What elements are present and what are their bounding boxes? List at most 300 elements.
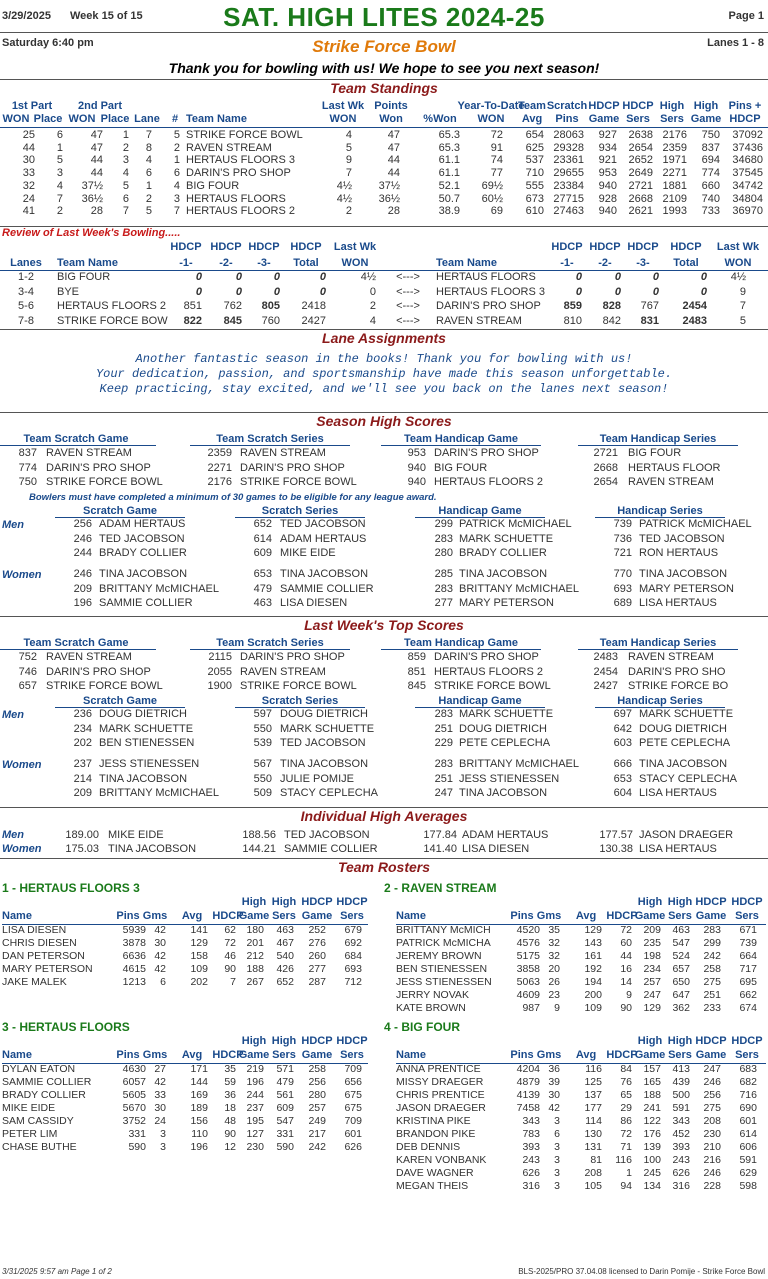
roster-player-name: KRISTINA PIKE [396, 1115, 471, 1127]
roster-cell: 343 [672, 1115, 690, 1127]
roster-cell: 256 [703, 1089, 721, 1101]
roster-cell: 100 [643, 1154, 661, 1166]
team-score-head: Team Handicap Series [578, 637, 738, 650]
review-cell: 810 [563, 314, 582, 327]
roster-cell: 33 [154, 1089, 166, 1101]
team-score-value: 851 [407, 665, 426, 678]
roster-cell: 316 [672, 1180, 690, 1192]
review-team-name: HERTAUS FLOORS 2 [57, 300, 167, 312]
roster-cell: 652 [276, 976, 294, 988]
roster-head: Name [396, 1049, 426, 1061]
roster-cell: 256 [308, 1076, 326, 1088]
roster-cell: 194 [584, 976, 602, 988]
average-value: 144.21 [242, 843, 276, 855]
standings-cell: 537 [525, 154, 544, 167]
review-cell: 2483 [682, 314, 707, 327]
roster-head: Gms [142, 910, 168, 922]
standings-cell: 69½ [481, 179, 503, 192]
individual-name: DOUG DIETRICH [99, 708, 187, 720]
roster-cell: 251 [703, 989, 721, 1001]
average-name: ADAM HERTAUS [462, 829, 549, 841]
roster-cell: 662 [739, 989, 757, 1001]
roster-cell: 683 [739, 1063, 757, 1075]
team-score-value: 752 [18, 651, 37, 663]
standings-head: WON [2, 113, 30, 125]
roster-cell: 664 [739, 950, 757, 962]
roster-cell: 30 [154, 937, 166, 949]
standings-cell: 34742 [732, 179, 763, 192]
roster-cell: 122 [643, 1115, 661, 1127]
season-high-section [0, 433, 768, 613]
review-cell: 4½ [730, 271, 746, 283]
standings-cell: 7 [56, 192, 63, 205]
roster-cell: 42 [548, 1102, 560, 1114]
standings-head: Avg [521, 113, 543, 125]
review-head: -3- [257, 257, 271, 269]
roster-cell: 32 [548, 937, 560, 949]
standings-cell: 2 [56, 205, 63, 218]
team-score-value: 2055 [207, 665, 232, 678]
women-label: Women [2, 759, 42, 771]
roster-cell: 3 [554, 1167, 560, 1179]
individual-score: 299 [434, 518, 453, 530]
team-score-value: 750 [18, 476, 37, 488]
women-label: Women [2, 569, 42, 581]
standings-cell: 3 [173, 192, 180, 205]
standings-cell: 32 [22, 179, 35, 192]
roster-cell: 283 [703, 924, 721, 936]
standings-cell: 72 [490, 129, 503, 141]
standings-cell: 4½ [336, 192, 352, 205]
roster-cell: 90 [224, 963, 236, 975]
standings-cell: 2359 [662, 141, 687, 154]
individual-score: 653 [613, 772, 632, 785]
roster-player-name: PATRICK McMICHA [396, 937, 491, 949]
standings-cell: 5 [145, 205, 152, 218]
roster-head-top: High [637, 1035, 663, 1047]
roster-cell: 109 [190, 963, 208, 975]
page-number: Page 1 [728, 10, 764, 22]
roster-cell: 196 [190, 1141, 208, 1153]
average-value: 175.03 [65, 843, 99, 855]
roster-head-top: High [667, 1035, 693, 1047]
roster-cell: 246 [703, 1167, 721, 1179]
roster-cell: 137 [584, 1089, 602, 1101]
individual-head: Scratch Game [55, 695, 185, 708]
roster-cell: 212 [246, 950, 264, 962]
team-score-value: 940 [407, 476, 426, 488]
team-score-name: RAVEN STREAM [46, 651, 132, 663]
average-value: 130.38 [599, 843, 633, 855]
roster-cell: 72 [224, 937, 236, 949]
roster-cell: 4630 [122, 1063, 146, 1075]
roster-cell: 987 [522, 1002, 540, 1014]
team-score-value: 859 [407, 651, 426, 663]
roster-player-name: JEREMY BROWN [396, 950, 482, 962]
roster-cell: 626 [672, 1167, 690, 1179]
standings-head-top: Year-To-Date [457, 100, 525, 112]
individual-name: LISA DIESEN [280, 597, 348, 609]
individual-score: 283 [434, 532, 453, 545]
standings-cell: 34680 [732, 154, 763, 167]
standings-cell: 24 [22, 192, 35, 205]
roster-cell: 258 [308, 1063, 326, 1075]
roster-head: Avg [181, 1049, 203, 1061]
review-cell: 7-8 [18, 314, 34, 327]
individual-score: 229 [434, 737, 453, 749]
roster-cell: 217 [308, 1128, 326, 1140]
eligibility-note: Bowlers must have completed a minimum of 30 games to be eligible for any league award. [29, 492, 437, 503]
men-label: Men [2, 519, 24, 531]
individual-head: Scratch Series [235, 505, 365, 518]
roster-cell: 24 [154, 1115, 166, 1127]
standings-head: Team Name [186, 113, 247, 125]
review-head-top: HDCP [551, 241, 583, 253]
roster-head-top: HDCP [731, 896, 763, 908]
roster-cell: 156 [190, 1115, 208, 1127]
standings-title: Team Standings [330, 80, 438, 96]
roster-cell: 157 [643, 1063, 661, 1075]
review-head: -2- [598, 257, 612, 269]
roster-cell: 46 [224, 950, 236, 962]
roster-cell: 188 [643, 1089, 661, 1101]
individual-name: PETE CEPLECHA [459, 737, 551, 749]
individual-name: JESS STIENESSEN [459, 772, 560, 785]
roster-cell: 144 [190, 1076, 208, 1088]
roster-cell: 500 [672, 1089, 690, 1101]
standings-head: WON [477, 113, 505, 125]
individual-name: MIKE EIDE [280, 547, 336, 559]
review-team-name: RAVEN STREAM [436, 314, 522, 327]
roster-cell: 116 [585, 1063, 602, 1075]
roster-player-name: JERRY NOVAK [396, 989, 469, 1001]
standings-cell: 52.1 [438, 179, 460, 192]
review-cell: <---> [396, 300, 420, 312]
review-head: Team Name [436, 257, 497, 269]
roster-player-name: JAKE MALEK [2, 976, 67, 988]
individual-name: DOUG DIETRICH [639, 722, 727, 735]
report-date: 3/29/2025 [2, 10, 51, 22]
standings-cell: 2621 [628, 205, 653, 218]
individual-score: 697 [613, 708, 632, 720]
average-name: SAMMIE COLLIER [284, 843, 378, 855]
roster-cell: 614 [739, 1128, 757, 1140]
review-cell: 0 [195, 285, 202, 298]
standings-cell: 5 [56, 154, 63, 167]
individual-score: 721 [613, 547, 632, 559]
standings-cell: 774 [701, 167, 720, 180]
standings-cell: 928 [598, 192, 617, 205]
standings-cell: 91 [490, 141, 503, 154]
review-cell: 0 [614, 285, 621, 298]
roster-cell: 684 [344, 950, 362, 962]
roster-cell: 23 [548, 989, 560, 1001]
individual-name: PATRICK McMICHAEL [639, 518, 752, 530]
standings-cell: 934 [598, 141, 617, 154]
standings-cell: 1 [122, 129, 129, 141]
standings-cell: 47 [387, 141, 400, 154]
standings-cell: 47 [387, 129, 400, 141]
standings-team-name: HERTAUS FLOORS 2 [186, 205, 296, 218]
standings-head: Lane [134, 113, 160, 125]
standings-cell: 37545 [732, 167, 763, 180]
roster-cell: 524 [672, 950, 690, 962]
roster-cell: 692 [344, 937, 362, 949]
team-score-name: RAVEN STREAM [628, 476, 714, 488]
roster-cell: 44 [620, 950, 632, 962]
roster-cell: 626 [344, 1141, 362, 1153]
roster-cell: 650 [672, 976, 690, 988]
individual-head: Handicap Game [415, 505, 545, 518]
roster-head: Pins [510, 910, 534, 922]
roster-cell: 195 [246, 1115, 264, 1127]
roster-cell: 72 [620, 924, 632, 936]
roster-cell: 208 [703, 1115, 721, 1127]
team-score-name: HERTAUS FLOORS 2 [434, 665, 544, 678]
standings-cell: 27463 [553, 205, 584, 218]
review-cell: 4 [369, 314, 376, 327]
standings-head: Place [100, 113, 130, 125]
individual-score: 246 [73, 568, 92, 580]
standings-cell: 44 [387, 167, 400, 180]
review-head-top: HDCP [210, 241, 242, 253]
standings-cell: 61.1 [438, 167, 460, 180]
individual-score: 550 [253, 772, 272, 785]
roster-cell: 675 [344, 1102, 362, 1114]
individual-name: TINA JACOBSON [280, 758, 369, 770]
roster-head: HDCP [606, 1049, 638, 1061]
roster-cell: 571 [276, 1063, 294, 1075]
lanes-range: Lanes 1 - 8 [707, 37, 764, 49]
team-score-name: DARIN'S PRO SHOP [240, 651, 345, 663]
roster-head-top: HDCP [731, 1035, 763, 1047]
standings-head-top: High [693, 100, 719, 112]
individual-name: LISA HERTAUS [639, 787, 717, 799]
standings-cell: 65.3 [438, 141, 460, 154]
standings-cell: 6 [173, 167, 180, 180]
standings-cell: 4 [122, 167, 129, 180]
review-cell: 2454 [682, 300, 707, 312]
roster-head: Sers [340, 1049, 364, 1061]
standings-head-top: 2nd Part [77, 100, 122, 112]
review-cell: 0 [273, 271, 280, 283]
roster-cell: 717 [739, 963, 757, 975]
team-score-name: DARIN'S PRO SHOP [46, 461, 151, 474]
individual-score: 214 [73, 772, 92, 785]
standings-cell: 1971 [662, 154, 687, 167]
roster-cell: 463 [276, 924, 294, 936]
roster-head: Sers [340, 910, 364, 922]
roster-cell: 60 [620, 937, 632, 949]
roster-cell: 3752 [122, 1115, 146, 1127]
standings-cell: 750 [701, 129, 720, 141]
roster-cell: 4609 [516, 989, 540, 1001]
roster-cell: 161 [584, 950, 602, 962]
roster-cell: 267 [246, 976, 264, 988]
individual-name: BEN STIENESSEN [99, 737, 195, 749]
standings-cell: 654 [525, 129, 544, 141]
average-name: LISA HERTAUS [639, 843, 717, 855]
roster-cell: 26 [548, 976, 560, 988]
roster-cell: 362 [672, 1002, 690, 1014]
standings-team-name: BIG FOUR [186, 179, 240, 192]
review-head-top: HDCP [670, 241, 702, 253]
roster-cell: 84 [620, 1063, 632, 1075]
roster-head-top: HDCP [336, 1035, 368, 1047]
roster-head: Game [634, 1049, 666, 1061]
review-cell: 762 [223, 300, 242, 312]
team-score-name: STRIKE FORCE BOWL [46, 680, 163, 692]
roster-cell: 39 [548, 1076, 560, 1088]
roster-cell: 439 [672, 1076, 690, 1088]
average-value: 189.00 [65, 829, 99, 841]
standings-cell: 28063 [553, 129, 584, 141]
team-score-head: Team Scratch Game [0, 637, 156, 650]
standings-cell: 555 [525, 179, 544, 192]
review-cell: 0 [273, 285, 280, 298]
standings-cell: 1881 [662, 179, 687, 192]
roster-cell: 20 [548, 963, 560, 975]
standings-head: %Won [423, 113, 457, 125]
roster-cell: 189 [190, 1102, 208, 1114]
roster-cell: 709 [344, 1115, 362, 1127]
roster-cell: 452 [672, 1128, 690, 1140]
individual-name: TINA JACOBSON [639, 568, 728, 580]
review-cell: 822 [183, 314, 202, 327]
standings-cell: 5 [173, 129, 180, 141]
team-score-name: DARIN'S PRO SHOP [240, 461, 345, 474]
roster-player-name: JESS STIENESSEN [396, 976, 492, 988]
roster-cell: 127 [246, 1128, 264, 1140]
individual-name: ADAM HERTAUS [99, 518, 186, 530]
roster-cell: 42 [154, 924, 166, 936]
roster-player-name: CHASE BUTHE [2, 1141, 77, 1153]
standings-cell: 733 [701, 205, 720, 218]
standings-cell: 694 [701, 154, 720, 167]
averages-section [0, 829, 768, 859]
roster-cell: 280 [308, 1089, 326, 1101]
standings-head: Won [379, 113, 403, 125]
roster-head: HDCP [212, 1049, 244, 1061]
standings-cell: 837 [701, 141, 720, 154]
individual-head: Scratch Series [235, 695, 365, 708]
individual-score: 550 [253, 722, 272, 735]
roster-cell: 257 [643, 976, 661, 988]
standings-cell: 7 [122, 205, 129, 218]
roster-cell: 30 [548, 1089, 560, 1101]
roster-head: Gms [142, 1049, 168, 1061]
review-team-name: HERTAUS FLOORS 3 [436, 285, 546, 298]
roster-cell: 216 [703, 1154, 721, 1166]
review-head: Team Name [57, 257, 118, 269]
individual-name: TINA JACOBSON [459, 787, 548, 799]
roster-player-name: BEN STIENESSEN [396, 963, 488, 975]
standings-cell: 5 [345, 141, 352, 154]
team-score-value: 774 [18, 461, 37, 474]
roster-cell: 94 [620, 1180, 632, 1192]
standings-cell: 2638 [628, 129, 653, 141]
roster-cell: 4879 [516, 1076, 540, 1088]
roster-head: Sers [735, 1049, 759, 1061]
roster-cell: 6636 [122, 950, 146, 962]
standings-cell: 37½ [81, 179, 103, 192]
roster-cell: 18 [224, 1102, 236, 1114]
roster-cell: 241 [643, 1102, 661, 1114]
roster-cell: 243 [672, 1154, 690, 1166]
standings-head: Game [588, 113, 620, 125]
individual-name: TED JACOBSON [99, 532, 185, 545]
individual-head: Handicap Series [595, 505, 725, 518]
roster-head: HDCP [212, 910, 244, 922]
roster-cell: 4576 [516, 937, 540, 949]
roster-cell: 131 [584, 1141, 602, 1153]
individual-name: TINA JACOBSON [639, 758, 728, 770]
team-score-name: RAVEN STREAM [628, 651, 714, 663]
roster-cell: 1213 [122, 976, 146, 988]
roster-player-name: BRANDON PIKE [396, 1128, 476, 1140]
roster-cell: 208 [584, 1167, 602, 1179]
roster-cell: 463 [672, 924, 690, 936]
individual-name: TINA JACOBSON [99, 772, 188, 785]
individual-score: 247 [434, 787, 453, 799]
roster-cell: 3 [160, 1141, 166, 1153]
individual-score: 246 [73, 532, 92, 545]
individual-score: 642 [613, 722, 632, 735]
roster-player-name: MISSY DRAEGER [396, 1076, 484, 1088]
review-cell: 0 [369, 285, 376, 298]
roster-head: Game [238, 1049, 270, 1061]
team-score-value: 2654 [593, 476, 618, 488]
roster-cell: 260 [308, 950, 326, 962]
roster-cell: 110 [191, 1128, 208, 1140]
roster-team-name: 3 - HERTAUS FLOORS [2, 1020, 130, 1034]
individual-name: MARK SCHUETTE [280, 722, 375, 735]
standings-cell: 47 [90, 141, 103, 154]
individual-name: DOUG DIETRICH [459, 722, 547, 735]
individual-score: 689 [613, 597, 632, 609]
standings-cell: 38.9 [438, 205, 460, 218]
roster-cell: 177 [584, 1102, 602, 1114]
review-head: WON [341, 257, 369, 269]
standings-head-top: HDCP [622, 100, 654, 112]
individual-score: 283 [434, 758, 453, 770]
individual-name: TINA JACOBSON [99, 568, 188, 580]
review-team-name: HERTAUS FLOORS [436, 271, 536, 283]
roster-cell: 242 [703, 950, 721, 962]
roster-cell: 590 [128, 1141, 146, 1153]
roster-head: Name [2, 1049, 32, 1061]
standings-cell: 25 [22, 129, 35, 141]
roster-player-name: DAVE WAGNER [396, 1167, 474, 1179]
roster-cell: 6 [160, 976, 166, 988]
bowling-center-name: Strike Force Bowl [312, 37, 456, 56]
roster-cell: 413 [672, 1063, 690, 1075]
roster-cell: 7458 [516, 1102, 540, 1114]
roster-cell: 210 [703, 1141, 721, 1153]
individual-name: ADAM HERTAUS [280, 532, 367, 545]
team-score-name: RAVEN STREAM [240, 447, 326, 459]
team-score-value: 953 [407, 447, 426, 459]
roster-cell: 426 [276, 963, 294, 975]
standings-head-top: Scratch [546, 100, 588, 112]
roster-cell: 48 [224, 1115, 236, 1127]
roster-team-name: 2 - RAVEN STREAM [384, 881, 497, 895]
roster-head-top: High [667, 896, 693, 908]
roster-cell: 129 [584, 924, 602, 936]
roster-cell: 331 [276, 1128, 294, 1140]
roster-cell: 12 [224, 1141, 236, 1153]
team-score-name: STRIKE FORCE BOWL [434, 680, 551, 692]
